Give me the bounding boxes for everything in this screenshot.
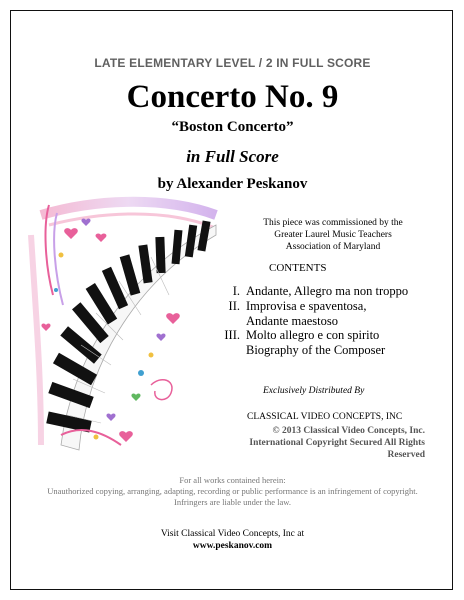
movement-title: Andante maestoso [246,313,338,328]
piano-keys-illustration [1,195,221,455]
movement-title: Improvisa e spaventosa, [246,298,367,313]
page-title: Concerto No. 9 [126,79,339,115]
publisher-name: CLASSICAL VIDEO CONCEPTS, INC [247,412,403,422]
contents-heading: CONTENTS [269,262,327,274]
level-label: LATE ELEMENTARY LEVEL / 2 IN FULL SCORE [94,56,371,70]
movement-title: Andante, Allegro ma non troppo [246,284,409,298]
movement-number: I. [232,284,240,298]
biography-entry: Biography of the Composer [246,343,386,358]
commission-note [253,217,413,253]
subtitle: “Boston Concerto” [171,119,294,135]
copyright-line: © 2013 Classical Video Concepts, Inc. [272,426,425,436]
commission-line: Greater Laurel Music Teachers [274,230,392,240]
legal-line: Infringers are liable under the law. [174,497,291,507]
website-link[interactable]: www.peskanov.com [192,541,273,551]
contents-item-continued [217,314,447,329]
contents-item-continued [217,343,447,358]
visit-text: Visit Classical Video Concepts, Inc at [160,529,305,539]
copyright-line: Reserved [387,450,425,460]
contents-list [217,284,447,358]
copyright-line: International Copyright Secured All Rights [249,438,425,448]
composer-byline: by Alexander Peskanov [157,176,308,192]
contents-item [217,328,447,343]
movement-title: Molto allegro e con spirito [246,328,380,343]
legal-line: Unauthorized copying, arranging, adapting, recording or public performance is an infringement of copyright. [47,486,418,496]
copyright-notice [235,425,425,461]
cover-page [10,10,453,590]
legal-line: For all works contained herein: [179,475,286,485]
contents-item [217,299,447,314]
legal-notice [11,475,454,508]
contents-item [217,284,447,299]
commission-line: Association of Maryland [285,242,381,252]
movement-number: III. [224,328,240,343]
footer [11,528,454,552]
distribution-label: Exclusively Distributed By [263,386,365,396]
commission-line: This piece was commissioned by the [263,218,403,228]
movement-number: II. [228,298,240,313]
score-label: in Full Score [186,147,279,166]
